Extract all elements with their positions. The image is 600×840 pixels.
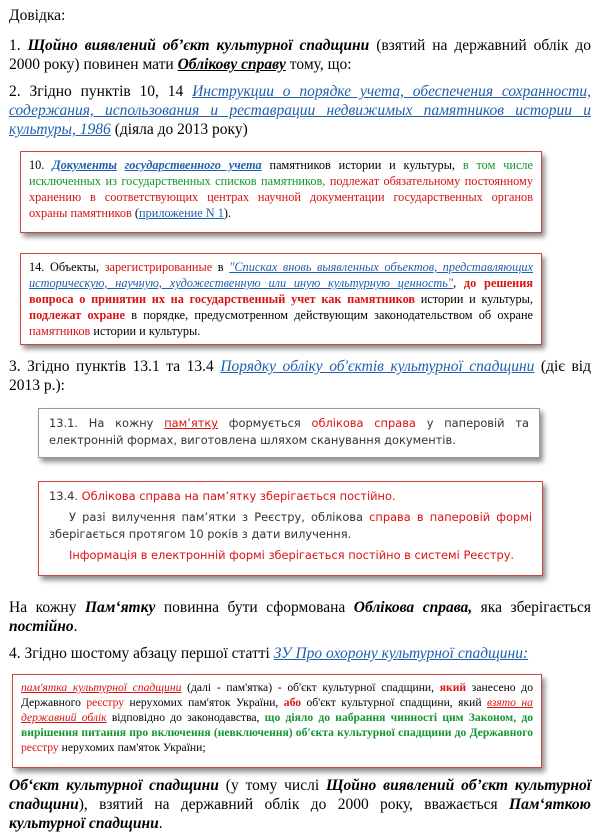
excerpt-law-article-1: пам'ятка культурної спадщини (далі - пам'ятка) - об'єкт культурної спадщини, який занесено до Державного реєстру нерухомих пам'яток України, або об'єкт культурної спадщини, який взято на державний облік відповідно до законодавства, що діяло до набрання чинності цим Законом, до вирішення питання про включення (невключення) об'єкта культурної спадщини до Державного реєстру нерухомих пам'яток України; bbox=[12, 674, 542, 768]
heritage-law-link[interactable]: ЗУ Про охорону культурної спадщини: bbox=[273, 645, 529, 662]
paragraph-2: 2. Згідно пунктів 10, 14 Инструкции о порядке учета, обеспечения сохранности, содержания, использования и реставрации недвижимых памятников истории и культуры, 1986 (діяла до 2013 року) bbox=[9, 83, 591, 138]
excerpt-point-14: 14. Объекты, зарегистрированные в "Списках вновь выявленных объектов, представляющих историческую, научную, художественную или иную культурную ценность", до решения вопроса о принятии их на государственный учет как памятников истории и культуры, подлежат охране в порядке, предусмотренном действующим законодательством об охране памятников истории и культуры. bbox=[20, 253, 542, 345]
excerpt-point-10: 10. Документы государственного учета памятников истории и культуры, в том числе исключенных из государственных списков памятников, подлежат обязательному постоянному хранению в соответствующих центрах научной документации государственных органов охраны памятников (приложение N 1). bbox=[20, 151, 542, 233]
excerpt-point-13-4: 13.4. Облікова справа на пам’ятку зберігається постійно. У разі вилучення пам’ятки з Реєстру, облікова справа в паперовій формі зберігається протягом 10 років з дати вилучення. Інформація в електронній формі зберігається постійно в системі Реєстру. bbox=[38, 481, 543, 576]
excerpt-point-13-1: 13.1. На кожну пам’ятку формується облікова справа у паперовій та електронній формах, виготовлена шляхом сканування документів. bbox=[38, 408, 540, 458]
paragraph-5: 4. Згідно шостому абзацу першої статті ЗУ Про охорону культурної спадщини: bbox=[9, 645, 529, 662]
register-procedure-link[interactable]: Порядку обліку об'єктів культурної спадщини bbox=[220, 358, 535, 375]
appendix-1-link[interactable]: приложение N 1 bbox=[139, 206, 224, 220]
paragraph-4: На кожну Пам‘ятку повинна бути сформована Облікова справа, яка зберігається постійно. bbox=[9, 599, 591, 635]
paragraph-3: 3. Згідно пунктів 13.1 та 13.4 Порядку обліку об'єктів культурної спадщини (діє від 2013 р.): bbox=[9, 358, 591, 394]
instruction-1986-link[interactable]: Инструкции о порядке учета, обеспечения сохранности, содержания, использования и реставрации недвижимых памятников истории и культуры, 1986 bbox=[9, 83, 591, 138]
paragraph-1: 1. Щойно виявлений об’єкт культурної спадщини (взятий на державний облік до 2000 року) повинен мати Облікову справу тому, що: bbox=[9, 37, 592, 73]
paragraph-6: Об‘єкт культурної спадщини (у тому числі Щойно виявлений об’єкт культурної спадщини), взятий на державний облік до 2000 року, вважається Пам‘яткою культурної спадщини. bbox=[9, 777, 592, 832]
doc-heading: Довідка: bbox=[9, 7, 66, 24]
